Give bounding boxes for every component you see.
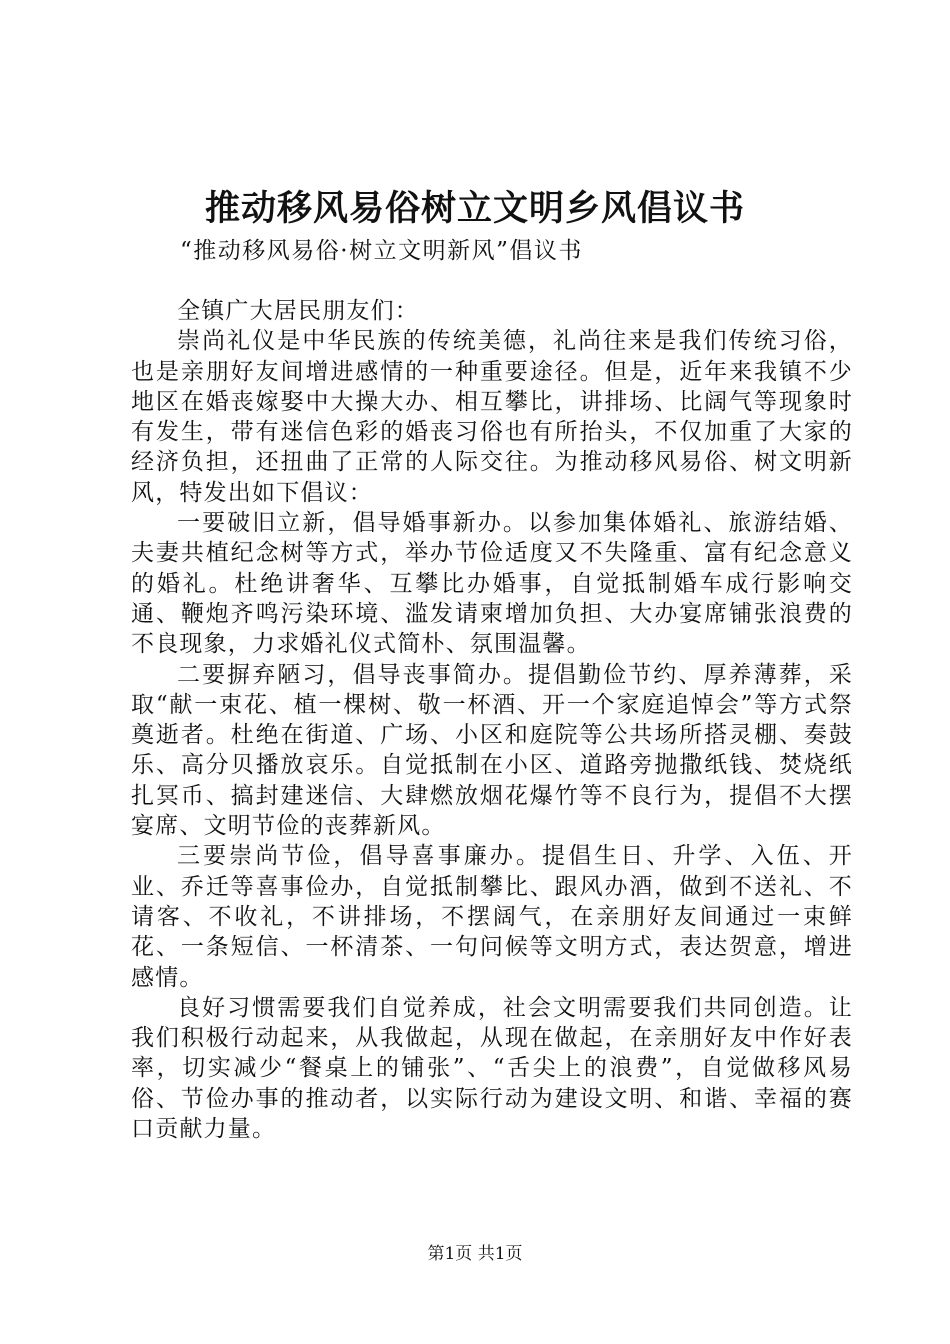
- document-body: [131, 296, 853, 1144]
- greeting: 全镇广大居民朋友们：: [177, 298, 419, 324]
- paragraph-celebration: 三要崇尚节俭，倡导喜事廉办。提倡生日、升学、入伍、开业、乔迁等喜事俭办，自觉抵制攀比、跟风办酒，做到不送礼、不请客、不收礼，不讲排场，不摆阔气，在亲朋好友间通过一束鲜花、一条短信、一杯清茶、一句问候等文明方式，表达贺意，增进感情。: [131, 843, 853, 991]
- paragraph-closing: 良好习惯需要我们自觉养成，社会文明需要我们共同创造。让我们积极行动起来，从我做起，从现在做起，在亲朋好友中作好表率，切实减少“餐桌上的铺张”、“舌尖上的浪费”，自觉做移风易俗、节俭办事的推动者，以实际行动为建设文明、和谐、幸福的赛口贡献力量。: [131, 994, 853, 1143]
- paragraph-funeral: 二要摒弃陋习，倡导丧事简办。提倡勤俭节约、厚养薄葬，采取“献一束花、植一棵树、敬一杯酒、开一个家庭追悼会”等方式祭奠逝者。杜绝在街道、广场、小区和庭院等公共场所搭灵棚、奏鼓乐、高分贝播放哀乐。自觉抵制在小区、道路旁抛撒纸钱、焚烧纸扎冥币、搞封建迷信、大肆燃放烟花爆竹等不良行为，提倡不大摆宴席、文明节俭的丧葬新风。: [131, 661, 853, 840]
- paragraph-intro: 崇尚礼仪是中华民族的传统美德，礼尚往来是我们传统习俗，也是亲朋好友间增进感情的一种重要途径。但是，近年来我镇不少地区在婚丧嫁娶中大操大办、相互攀比，讲排场、比阔气等现象时有发生，带有迷信色彩的婚丧习俗也有所抬头，不仅加重了大家的经济负担，还扭曲了正常的人际交往。为推动移风易俗、树文明新风，特发出如下倡议：: [131, 328, 853, 506]
- page-footer: 第1页 共1页: [427, 1244, 523, 1264]
- document-title: 推动移风易俗树立文明乡风倡议书: [204, 188, 745, 229]
- document-subtitle: “推动移风易俗·树立文明新风”倡议书: [180, 238, 583, 264]
- paragraph-wedding: 一要破旧立新，倡导婚事新办。以参加集体婚礼、旅游结婚、夫妻共植纪念树等方式，举办节俭适度又不失隆重、富有纪念意义的婚礼。杜绝讲奢华、互攀比办婚事，自觉抵制婚车成行影响交通、鞭炮齐鸣污染环境、滥发请柬增加负担、大办宴席铺张浪费的不良现象，力求婚礼仪式简朴、氛围温馨。: [131, 510, 853, 658]
